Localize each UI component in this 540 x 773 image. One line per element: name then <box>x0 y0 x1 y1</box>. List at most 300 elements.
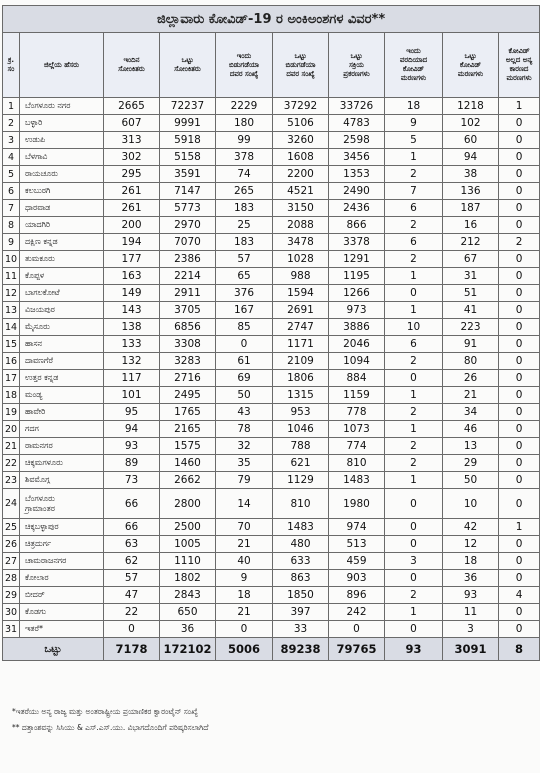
value-cell: 2 <box>385 166 443 183</box>
value-cell: 63 <box>104 536 160 553</box>
table-row <box>3 132 540 149</box>
serial-cell: 7 <box>3 200 20 217</box>
table-row <box>3 336 540 353</box>
value-cell: 85 <box>216 319 273 336</box>
district-name-cell: ಚಾಮರಾಜನಗರ <box>20 553 104 570</box>
value-cell: 180 <box>216 115 273 132</box>
value-cell: 810 <box>273 489 329 519</box>
total-value-cell: 93 <box>385 638 443 661</box>
value-cell: 0 <box>499 251 540 268</box>
value-cell: 0 <box>385 285 443 302</box>
serial-cell: 5 <box>3 166 20 183</box>
value-cell: 295 <box>104 166 160 183</box>
value-cell: 194 <box>104 234 160 251</box>
value-cell: 1806 <box>273 370 329 387</box>
value-cell: 29 <box>443 455 499 472</box>
value-cell: 143 <box>104 302 160 319</box>
value-cell: 66 <box>104 519 160 536</box>
value-cell: 2 <box>385 251 443 268</box>
table-row <box>3 519 540 536</box>
serial-cell: 10 <box>3 251 20 268</box>
value-cell: 91 <box>443 336 499 353</box>
value-cell: 223 <box>443 319 499 336</box>
value-cell: 38 <box>443 166 499 183</box>
value-cell: 5918 <box>160 132 216 149</box>
value-cell: 93 <box>443 587 499 604</box>
value-cell: 378 <box>216 149 273 166</box>
serial-cell: 22 <box>3 455 20 472</box>
table-row <box>3 472 540 489</box>
value-cell: 1 <box>385 302 443 319</box>
table-row <box>3 217 540 234</box>
district-name-cell: ಬಳ್ಳಾರಿ <box>20 115 104 132</box>
value-cell: 80 <box>443 353 499 370</box>
col-header-total-discharged: ಒಟ್ಟು ಬಿಡುಗಡೆಯಾ ದವರ ಸಂಖ್ಯೆ <box>273 33 329 98</box>
value-cell: 788 <box>273 438 329 455</box>
value-cell: 102 <box>443 115 499 132</box>
serial-cell: 30 <box>3 604 20 621</box>
table-row <box>3 587 540 604</box>
value-cell: 607 <box>104 115 160 132</box>
serial-cell: 17 <box>3 370 20 387</box>
table-title: ಜಿಲ್ಲಾವಾರು ಕೋವಿಡ್-19 ರ ಅಂಕಿಅಂಶಗಳ ವಿವರ** <box>3 6 540 33</box>
value-cell: 0 <box>499 438 540 455</box>
value-cell: 3378 <box>329 234 385 251</box>
table-row <box>3 200 540 217</box>
value-cell: 117 <box>104 370 160 387</box>
total-row <box>3 638 540 661</box>
value-cell: 242 <box>329 604 385 621</box>
value-cell: 14 <box>216 489 273 519</box>
value-cell: 1266 <box>329 285 385 302</box>
value-cell: 0 <box>499 183 540 200</box>
value-cell: 896 <box>329 587 385 604</box>
value-cell: 0 <box>385 519 443 536</box>
table-row <box>3 234 540 251</box>
district-name-cell: ಕಲಬುರಗಿ <box>20 183 104 200</box>
table-row <box>3 570 540 587</box>
total-value-cell: 7178 <box>104 638 160 661</box>
value-cell: 36 <box>443 570 499 587</box>
value-cell: 1850 <box>273 587 329 604</box>
value-cell: 16 <box>443 217 499 234</box>
value-cell: 1 <box>385 268 443 285</box>
value-cell: 0 <box>499 370 540 387</box>
serial-cell: 9 <box>3 234 20 251</box>
value-cell: 973 <box>329 302 385 319</box>
value-cell: 36 <box>160 621 216 638</box>
value-cell: 1291 <box>329 251 385 268</box>
value-cell: 62 <box>104 553 160 570</box>
value-cell: 2495 <box>160 387 216 404</box>
district-name-cell: ಇತರೆ* <box>20 621 104 638</box>
district-name-cell: ಚಿಕ್ಕಮಗಳೂರು <box>20 455 104 472</box>
value-cell: 4 <box>499 587 540 604</box>
value-cell: 50 <box>216 387 273 404</box>
table-row <box>3 302 540 319</box>
value-cell: 1 <box>499 98 540 115</box>
value-cell: 0 <box>216 621 273 638</box>
header-row <box>3 33 540 98</box>
value-cell: 4783 <box>329 115 385 132</box>
value-cell: 261 <box>104 183 160 200</box>
value-cell: 7147 <box>160 183 216 200</box>
table-row <box>3 621 540 638</box>
district-name-cell: ದಕ್ಷಿಣ ಕನ್ನಡ <box>20 234 104 251</box>
value-cell: 132 <box>104 353 160 370</box>
district-name-cell: ಬೀದರ್ <box>20 587 104 604</box>
value-cell: 265 <box>216 183 273 200</box>
value-cell: 0 <box>104 621 160 638</box>
value-cell: 46 <box>443 421 499 438</box>
value-cell: 5773 <box>160 200 216 217</box>
value-cell: 0 <box>499 421 540 438</box>
value-cell: 2662 <box>160 472 216 489</box>
value-cell: 1 <box>385 472 443 489</box>
value-cell: 2800 <box>160 489 216 519</box>
value-cell: 0 <box>499 404 540 421</box>
value-cell: 0 <box>385 536 443 553</box>
value-cell: 7070 <box>160 234 216 251</box>
serial-cell: 14 <box>3 319 20 336</box>
value-cell: 32 <box>216 438 273 455</box>
value-cell: 1980 <box>329 489 385 519</box>
value-cell: 3283 <box>160 353 216 370</box>
value-cell: 0 <box>499 536 540 553</box>
value-cell: 0 <box>499 200 540 217</box>
value-cell: 41 <box>443 302 499 319</box>
serial-cell: 19 <box>3 404 20 421</box>
value-cell: 0 <box>499 217 540 234</box>
serial-cell: 27 <box>3 553 20 570</box>
value-cell: 183 <box>216 200 273 217</box>
total-value-cell: 79765 <box>329 638 385 661</box>
value-cell: 34 <box>443 404 499 421</box>
value-cell: 1073 <box>329 421 385 438</box>
serial-cell: 15 <box>3 336 20 353</box>
value-cell: 2 <box>385 455 443 472</box>
value-cell: 51 <box>443 285 499 302</box>
value-cell: 974 <box>329 519 385 536</box>
value-cell: 884 <box>329 370 385 387</box>
col-header-active-cases: ಒಟ್ಟು ಸಕ್ರಿಯ ಪ್ರಕರಣಗಳು <box>329 33 385 98</box>
serial-cell: 18 <box>3 387 20 404</box>
district-name-cell: ಮೈಸೂರು <box>20 319 104 336</box>
table-row <box>3 438 540 455</box>
col-header-serial: ಕ್ರ. ಸಂ <box>3 33 20 98</box>
value-cell: 67 <box>443 251 499 268</box>
value-cell: 2386 <box>160 251 216 268</box>
table-row <box>3 421 540 438</box>
value-cell: 2490 <box>329 183 385 200</box>
value-cell: 1 <box>385 604 443 621</box>
value-cell: 1 <box>385 149 443 166</box>
value-cell: 866 <box>329 217 385 234</box>
serial-cell: 4 <box>3 149 20 166</box>
value-cell: 18 <box>385 98 443 115</box>
table-row <box>3 98 540 115</box>
value-cell: 0 <box>499 472 540 489</box>
value-cell: 0 <box>499 149 540 166</box>
value-cell: 4521 <box>273 183 329 200</box>
value-cell: 79 <box>216 472 273 489</box>
serial-cell: 23 <box>3 472 20 489</box>
value-cell: 0 <box>499 387 540 404</box>
value-cell: 774 <box>329 438 385 455</box>
serial-cell: 12 <box>3 285 20 302</box>
value-cell: 1575 <box>160 438 216 455</box>
value-cell: 0 <box>499 268 540 285</box>
serial-cell: 25 <box>3 519 20 536</box>
value-cell: 2970 <box>160 217 216 234</box>
value-cell: 1483 <box>329 472 385 489</box>
value-cell: 988 <box>273 268 329 285</box>
value-cell: 0 <box>499 621 540 638</box>
district-name-cell: ತುಮಕೂರು <box>20 251 104 268</box>
col-header-today-deaths: ಇಂದು ವರದಿಯಾದ ಕೋವಿಡ್ ಮರಣಗಳು <box>385 33 443 98</box>
col-header-today-discharged: ಇಂದು ಬಿಡುಗಡೆಯಾ ದವರ ಸಂಖ್ಯೆ <box>216 33 273 98</box>
table-row <box>3 149 540 166</box>
value-cell: 633 <box>273 553 329 570</box>
col-header-non-covid-deaths: ಕೋವಿಡ್ ಅಲ್ಲದ ಅನ್ಯ ಕಾರಣದ ಮರಣಗಳು <box>499 33 540 98</box>
district-name-cell: ಕೊಪ್ಪಳ <box>20 268 104 285</box>
value-cell: 0 <box>499 115 540 132</box>
value-cell: 57 <box>104 570 160 587</box>
table-row <box>3 268 540 285</box>
value-cell: 33 <box>273 621 329 638</box>
value-cell: 74 <box>216 166 273 183</box>
district-name-cell: ಬೆಳಗಾವಿ <box>20 149 104 166</box>
serial-cell: 24 <box>3 489 20 519</box>
value-cell: 903 <box>329 570 385 587</box>
value-cell: 149 <box>104 285 160 302</box>
serial-cell: 8 <box>3 217 20 234</box>
value-cell: 3 <box>385 553 443 570</box>
value-cell: 25 <box>216 217 273 234</box>
value-cell: 1483 <box>273 519 329 536</box>
title-row <box>3 6 540 33</box>
value-cell: 1046 <box>273 421 329 438</box>
district-name-cell: ಮಂಡ್ಯ <box>20 387 104 404</box>
value-cell: 65 <box>216 268 273 285</box>
value-cell: 3705 <box>160 302 216 319</box>
serial-cell: 13 <box>3 302 20 319</box>
district-name-cell: ಧಾರವಾಡ <box>20 200 104 217</box>
total-value-cell: 3091 <box>443 638 499 661</box>
serial-cell: 1 <box>3 98 20 115</box>
value-cell: 6 <box>385 200 443 217</box>
value-cell: 26 <box>443 370 499 387</box>
value-cell: 3456 <box>329 149 385 166</box>
value-cell: 1315 <box>273 387 329 404</box>
value-cell: 1129 <box>273 472 329 489</box>
value-cell: 3308 <box>160 336 216 353</box>
value-cell: 78 <box>216 421 273 438</box>
value-cell: 0 <box>499 489 540 519</box>
value-cell: 480 <box>273 536 329 553</box>
serial-cell: 2 <box>3 115 20 132</box>
district-name-cell: ಚಿಕ್ಕಬಳ್ಳಾಪುರ <box>20 519 104 536</box>
value-cell: 1218 <box>443 98 499 115</box>
value-cell: 21 <box>216 604 273 621</box>
value-cell: 3260 <box>273 132 329 149</box>
value-cell: 3150 <box>273 200 329 217</box>
value-cell: 138 <box>104 319 160 336</box>
total-label: ಒಟ್ಟು <box>3 638 104 661</box>
value-cell: 18 <box>216 587 273 604</box>
value-cell: 261 <box>104 200 160 217</box>
value-cell: 7 <box>385 183 443 200</box>
value-cell: 2665 <box>104 98 160 115</box>
value-cell: 94 <box>104 421 160 438</box>
table-row <box>3 353 540 370</box>
district-name-cell: ರಾಮನಗರ <box>20 438 104 455</box>
value-cell: 0 <box>329 621 385 638</box>
value-cell: 177 <box>104 251 160 268</box>
value-cell: 1353 <box>329 166 385 183</box>
value-cell: 5 <box>385 132 443 149</box>
serial-cell: 3 <box>3 132 20 149</box>
value-cell: 0 <box>499 455 540 472</box>
value-cell: 459 <box>329 553 385 570</box>
table-row <box>3 455 540 472</box>
table-row <box>3 387 540 404</box>
table-row <box>3 115 540 132</box>
value-cell: 50 <box>443 472 499 489</box>
value-cell: 2716 <box>160 370 216 387</box>
value-cell: 2911 <box>160 285 216 302</box>
value-cell: 0 <box>385 489 443 519</box>
total-value-cell: 89238 <box>273 638 329 661</box>
value-cell: 0 <box>216 336 273 353</box>
value-cell: 33726 <box>329 98 385 115</box>
table-row <box>3 370 540 387</box>
value-cell: 94 <box>443 149 499 166</box>
value-cell: 0 <box>499 604 540 621</box>
value-cell: 66 <box>104 489 160 519</box>
value-cell: 1460 <box>160 455 216 472</box>
value-cell: 21 <box>216 536 273 553</box>
value-cell: 183 <box>216 234 273 251</box>
value-cell: 31 <box>443 268 499 285</box>
value-cell: 95 <box>104 404 160 421</box>
col-header-district: ಜಿಲ್ಲೆಯ ಹೆಸರು <box>20 33 104 98</box>
total-value-cell: 5006 <box>216 638 273 661</box>
value-cell: 73 <box>104 472 160 489</box>
value-cell: 40 <box>216 553 273 570</box>
value-cell: 0 <box>385 621 443 638</box>
value-cell: 1171 <box>273 336 329 353</box>
value-cell: 2598 <box>329 132 385 149</box>
value-cell: 0 <box>499 319 540 336</box>
district-name-cell: ಹಾವೇರಿ <box>20 404 104 421</box>
value-cell: 2165 <box>160 421 216 438</box>
value-cell: 3478 <box>273 234 329 251</box>
value-cell: 2 <box>385 438 443 455</box>
value-cell: 2109 <box>273 353 329 370</box>
value-cell: 0 <box>499 302 540 319</box>
value-cell: 0 <box>499 336 540 353</box>
value-cell: 1608 <box>273 149 329 166</box>
value-cell: 0 <box>499 553 540 570</box>
value-cell: 43 <box>216 404 273 421</box>
value-cell: 376 <box>216 285 273 302</box>
value-cell: 9 <box>385 115 443 132</box>
district-name-cell: ಬೆಂಗಳೂರು ನಗರ <box>20 98 104 115</box>
table-row <box>3 489 540 519</box>
value-cell: 133 <box>104 336 160 353</box>
value-cell: 89 <box>104 455 160 472</box>
value-cell: 13 <box>443 438 499 455</box>
table-row <box>3 404 540 421</box>
district-covid-table <box>2 5 540 661</box>
value-cell: 1802 <box>160 570 216 587</box>
value-cell: 70 <box>216 519 273 536</box>
value-cell: 1 <box>385 387 443 404</box>
table-row <box>3 183 540 200</box>
table-row <box>3 285 540 302</box>
value-cell: 1094 <box>329 353 385 370</box>
district-name-cell: ಉಡುಪಿ <box>20 132 104 149</box>
value-cell: 0 <box>385 570 443 587</box>
value-cell: 2 <box>385 217 443 234</box>
table-body <box>3 98 540 638</box>
value-cell: 2 <box>385 587 443 604</box>
value-cell: 6856 <box>160 319 216 336</box>
value-cell: 1110 <box>160 553 216 570</box>
value-cell: 61 <box>216 353 273 370</box>
col-header-total-deaths: ಒಟ್ಟು ಕೋವಿಡ್ ಮರಣಗಳು <box>443 33 499 98</box>
value-cell: 2 <box>499 234 540 251</box>
serial-cell: 20 <box>3 421 20 438</box>
value-cell: 11 <box>443 604 499 621</box>
value-cell: 12 <box>443 536 499 553</box>
table-row <box>3 536 540 553</box>
serial-cell: 11 <box>3 268 20 285</box>
value-cell: 313 <box>104 132 160 149</box>
district-name-cell: ಬಾಗಲಕೋಟೆ <box>20 285 104 302</box>
value-cell: 1005 <box>160 536 216 553</box>
value-cell: 47 <box>104 587 160 604</box>
district-name-cell: ರಾಯಚೂರು <box>20 166 104 183</box>
table-row <box>3 251 540 268</box>
value-cell: 2088 <box>273 217 329 234</box>
value-cell: 0 <box>499 353 540 370</box>
value-cell: 6 <box>385 336 443 353</box>
district-name-cell: ಹಾಸನ <box>20 336 104 353</box>
table-row <box>3 319 540 336</box>
value-cell: 778 <box>329 404 385 421</box>
value-cell: 37292 <box>273 98 329 115</box>
serial-cell: 16 <box>3 353 20 370</box>
value-cell: 18 <box>443 553 499 570</box>
value-cell: 69 <box>216 370 273 387</box>
col-header-total-cases: ಒಟ್ಟು ಸೋಂಕಿತರು <box>160 33 216 98</box>
value-cell: 2046 <box>329 336 385 353</box>
value-cell: 650 <box>160 604 216 621</box>
value-cell: 2500 <box>160 519 216 536</box>
value-cell: 1159 <box>329 387 385 404</box>
serial-cell: 6 <box>3 183 20 200</box>
value-cell: 2 <box>385 404 443 421</box>
value-cell: 1765 <box>160 404 216 421</box>
value-cell: 810 <box>329 455 385 472</box>
value-cell: 3886 <box>329 319 385 336</box>
col-header-today-cases: ಇಂದಿನ ಸೋಂಕಿತರು <box>104 33 160 98</box>
value-cell: 10 <box>385 319 443 336</box>
district-name-cell: ಕೊಡಗು <box>20 604 104 621</box>
district-name-cell: ಚಿತ್ರದುರ್ಗ <box>20 536 104 553</box>
